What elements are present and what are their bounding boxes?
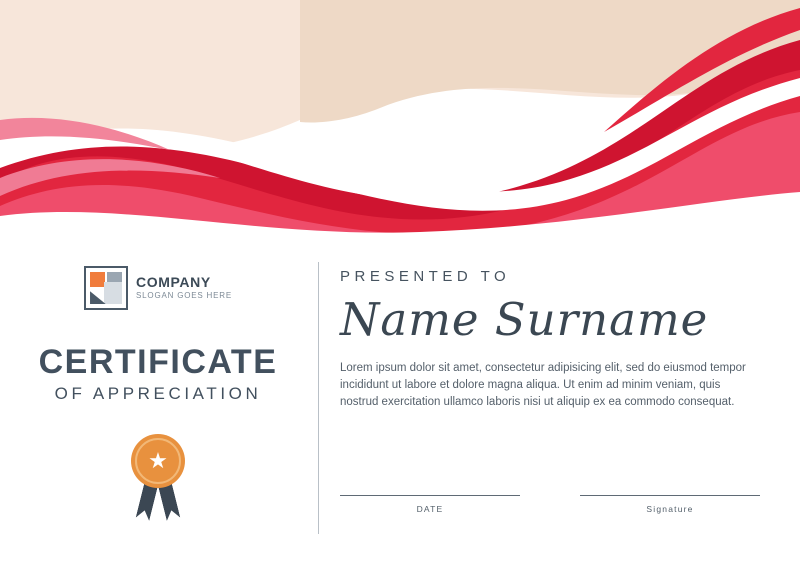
company-logo: [84, 266, 232, 310]
vertical-divider: [318, 262, 319, 534]
cream-band: [0, 0, 800, 151]
date-line: [340, 495, 520, 496]
seal-star-icon: ★: [148, 448, 168, 473]
certificate-left-column: [0, 258, 316, 548]
presented-to-label: PRESENTED TO: [340, 268, 511, 285]
white-sweep: [0, 78, 800, 211]
recipient-name: Name Surname: [340, 293, 709, 346]
signature-row: [340, 495, 760, 514]
certificate-subtitle: OF APPRECIATION: [54, 384, 262, 403]
certificate-title: CERTIFICATE: [38, 343, 278, 381]
company-logo-text: [136, 275, 232, 302]
decorative-wave-graphic: [0, 0, 800, 250]
company-slogan: SLOGAN GOES HERE: [136, 290, 232, 300]
beige-band: [300, 0, 800, 122]
company-name: COMPANY: [136, 273, 211, 290]
award-seal-icon: [123, 434, 193, 520]
certificate-body-text: Lorem ipsum dolor sit amet, consectetur adipisicing elit, sed do eiusmod tempor incididunt ut labore et dolore magna aliqua. Ut enim ad minim veniam, quis nostrud exercitation ullamco laboris nisi ut aliquip ex ea commodo consequat.: [340, 362, 746, 408]
seal-disc: [131, 434, 185, 488]
crimson-wave: [0, 70, 800, 250]
certificate-right-column: [340, 268, 770, 411]
logo-square-orange: [90, 272, 105, 287]
date-signature-block: [340, 495, 520, 514]
date-label: DATE: [416, 504, 444, 514]
signature-block: [580, 495, 760, 514]
company-logo-mark-icon: [84, 266, 128, 310]
red-arc-right: [604, 8, 800, 132]
signature-label: Signature: [646, 504, 694, 514]
pink-accent-lower: [0, 159, 220, 196]
deep-red-wave: [0, 40, 800, 250]
signature-line: [580, 495, 760, 496]
pink-accent-upper: [0, 118, 170, 150]
logo-square-light: [104, 282, 122, 304]
white-base: [0, 192, 800, 250]
rose-wave: [0, 112, 800, 250]
